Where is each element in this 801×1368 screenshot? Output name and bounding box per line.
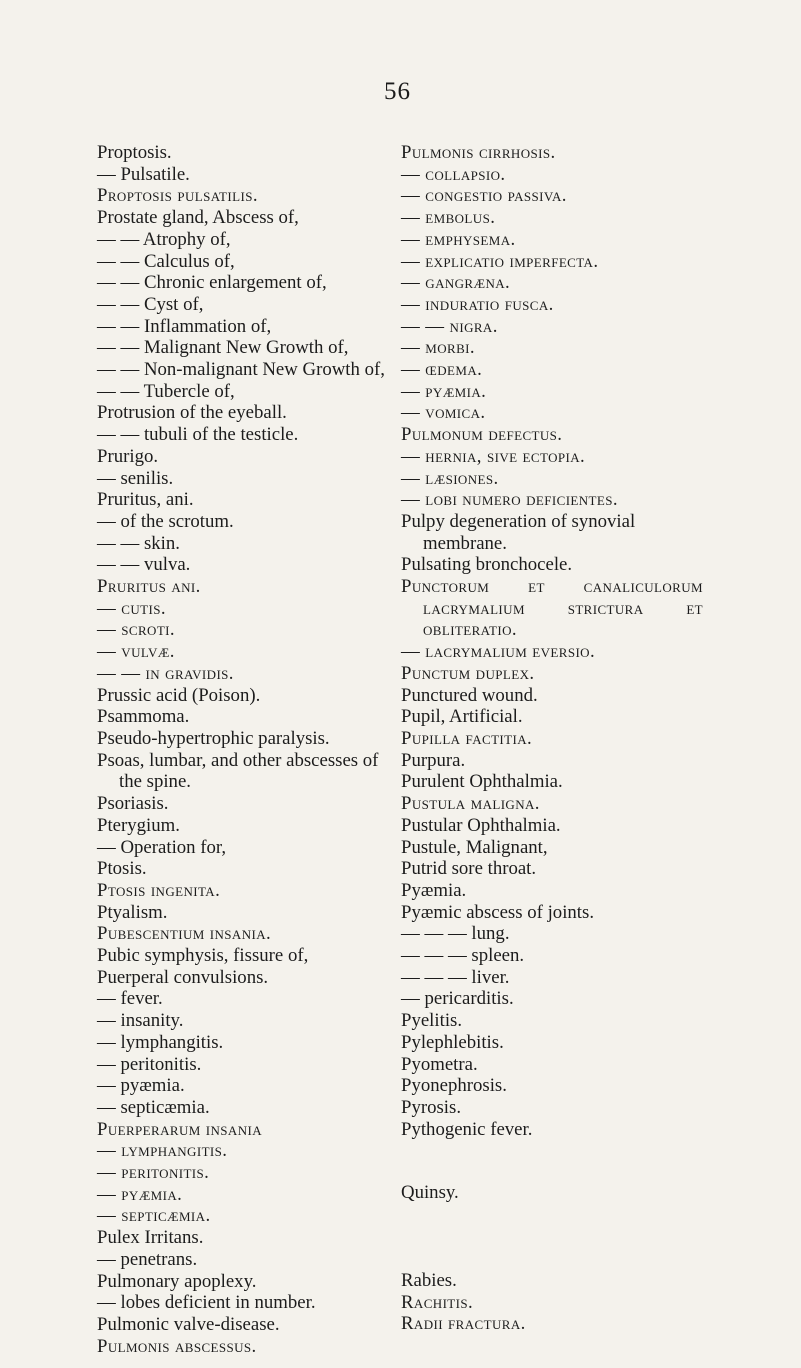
index-entry: — embolus. — [401, 207, 496, 229]
index-entry: — collapsio. — [401, 163, 506, 185]
index-entry: — septicæmia. — [97, 1205, 211, 1227]
index-entry: — Operation for, — [97, 836, 227, 858]
index-entry: Ptyalism. — [97, 901, 168, 923]
index-entry: — lymphangitis. — [97, 1140, 228, 1162]
index-entry: Radii fractura. — [401, 1313, 526, 1335]
index-entry: — — skin. — [97, 532, 180, 554]
index-entry: — insanity. — [97, 1010, 184, 1032]
index-entry: Ptosis. — [97, 858, 147, 880]
index-entry: — læsiones. — [401, 467, 499, 489]
index-entry: Purpura. — [401, 749, 466, 771]
index-entry: — hernia, sive ectopia. — [401, 445, 586, 467]
index-entry: — — — spleen. — [401, 945, 525, 967]
index-entry: Pyæmia. — [401, 879, 467, 901]
index-entry: Pyelitis. — [401, 1010, 463, 1032]
index-entry: — penetrans. — [97, 1248, 198, 1270]
index-entry: — pyæmia. — [401, 380, 487, 402]
index-entry: — — Calculus of, — [97, 250, 235, 272]
index-entry: Pustula maligna. — [401, 793, 540, 815]
index-entry: Pythogenic fever. — [401, 1118, 533, 1140]
section-gap — [401, 1140, 703, 1182]
right-index-column — [401, 142, 703, 1335]
index-entry: Pyæmic abscess of joints. — [401, 901, 595, 923]
index-entry: — gangræna. — [401, 272, 511, 294]
index-entry: — senilis. — [97, 467, 174, 489]
index-entry: Prussic acid (Poison). — [97, 684, 261, 706]
index-entry: — — Non-malignant New Growth of, — [97, 359, 385, 381]
index-entry: — — Atrophy of, — [97, 228, 231, 250]
index-entry: — fever. — [97, 988, 163, 1010]
index-entry: — pyæmia. — [97, 1075, 185, 1097]
index-entry: Rabies. — [401, 1270, 457, 1292]
index-entry: — lobi numero deficientes. — [401, 489, 618, 511]
index-entry: — — Chronic enlargement of, — [97, 272, 327, 294]
index-entry: Psoriasis. — [97, 793, 169, 815]
index-entry: Purulent Ophthalmia. — [401, 771, 563, 793]
index-entry: Protrusion of the eyeball. — [97, 402, 287, 424]
index-entry: Rachitis. — [401, 1291, 474, 1313]
index-entry: Pseudo-hypertrophic paralysis. — [97, 727, 330, 749]
index-entry: Pulmonary apoplexy. — [97, 1270, 257, 1292]
index-entry: Puerperarum insania — [97, 1118, 263, 1140]
index-entry: — — vulva. — [97, 554, 191, 576]
index-entry: Pyrosis. — [401, 1096, 462, 1118]
left-index-column — [97, 142, 399, 1357]
index-entry: — pericarditis. — [401, 988, 514, 1010]
index-entry: — — — lung. — [401, 923, 510, 945]
index-entry: Pustular Ophthalmia. — [401, 814, 561, 836]
index-entry: Pulmonis cirrhosis. — [401, 142, 556, 163]
index-entry: Ptosis ingenita. — [97, 879, 221, 901]
index-entry: — — tubuli of the testicle. — [97, 424, 299, 446]
index-entry: — explicatio imperfecta. — [401, 250, 599, 272]
index-entry: — of the scrotum. — [97, 510, 234, 532]
index-entry: Pulmonum defectus. — [401, 424, 563, 446]
index-entry: — — Inflammation of, — [97, 315, 272, 337]
index-entry: — lobes deficient in number. — [97, 1292, 316, 1314]
index-entry: — lacrymalium eversio. — [401, 641, 596, 663]
index-entry: Pulex Irritans. — [97, 1227, 204, 1249]
index-entry: Pulmonis abscessus. — [97, 1335, 257, 1357]
index-entry: Punctorum et canaliculorum lacrymalium strictura et obliteratio. — [401, 576, 703, 641]
index-entry: — congestio passiva. — [401, 185, 567, 207]
index-entry: Pulmonic valve-disease. — [97, 1313, 280, 1335]
index-entry: — — in gravidis. — [97, 662, 234, 684]
index-entry: — cutis. — [97, 597, 166, 619]
index-entry: — Pulsatile. — [97, 163, 190, 185]
index-entry: Pruritus ani. — [97, 576, 201, 598]
index-entry: — emphysema. — [401, 228, 516, 250]
index-entry: — œdema. — [401, 359, 483, 381]
index-entry: Pulsating bronchocele. — [401, 554, 573, 576]
index-entry: Pyonephrosis. — [401, 1075, 507, 1097]
index-entry: Pulpy degeneration of synovial membrane. — [401, 510, 636, 554]
index-entry: Putrid sore throat. — [401, 858, 537, 880]
index-entry: — lymphangitis. — [97, 1031, 224, 1053]
index-entry: Quinsy. — [401, 1182, 459, 1204]
index-entry: Proptosis pulsatilis. — [97, 185, 258, 207]
index-entry: Pruritus, ani. — [97, 489, 194, 511]
index-entry: — — nigra. — [401, 315, 498, 337]
index-entry: Pustule, Malignant, — [401, 836, 548, 858]
index-entry: Pubic symphysis, fissure of, — [97, 945, 309, 967]
index-entry: Puerperal convulsions. — [97, 966, 269, 988]
index-entry: Pylephlebitis. — [401, 1031, 504, 1053]
index-entry: Proptosis. — [97, 142, 172, 163]
index-entry: Punctum duplex. — [401, 662, 535, 684]
index-entry: Pubescentium insania. — [97, 923, 272, 945]
index-entry: Prostate gland, Abscess of, — [97, 207, 299, 229]
index-entry: — peritonitis. — [97, 1162, 210, 1184]
index-entry: — — Cyst of, — [97, 293, 204, 315]
index-entry: — — Malignant New Growth of, — [97, 337, 349, 359]
index-entry: Punctured wound. — [401, 684, 538, 706]
index-entry: — vulvæ. — [97, 641, 175, 663]
index-entry: Pupilla factitia. — [401, 727, 533, 749]
index-entry: — peritonitis. — [97, 1053, 202, 1075]
index-entry: Pupil, Artificial. — [401, 706, 523, 728]
index-entry: — — Tubercle of, — [97, 380, 235, 402]
index-entry: Pyometra. — [401, 1053, 478, 1075]
index-entry: — morbi. — [401, 337, 475, 359]
section-gap — [401, 1204, 703, 1270]
index-entry: Pterygium. — [97, 814, 180, 836]
index-entry: — septicæmia. — [97, 1096, 210, 1118]
page-number: 56 — [384, 78, 411, 105]
index-entry: — vomica. — [401, 402, 486, 424]
index-entry: Psammoma. — [97, 706, 190, 728]
index-entry: — scroti. — [97, 619, 176, 641]
index-entry: — pyæmia. — [97, 1183, 183, 1205]
index-entry: — induratio fusca. — [401, 293, 554, 315]
index-entry: — — — liver. — [401, 966, 510, 988]
index-entry: Prurigo. — [97, 445, 159, 467]
index-entry: Psoas, lumbar, and other abscesses of the spine. — [97, 749, 379, 793]
